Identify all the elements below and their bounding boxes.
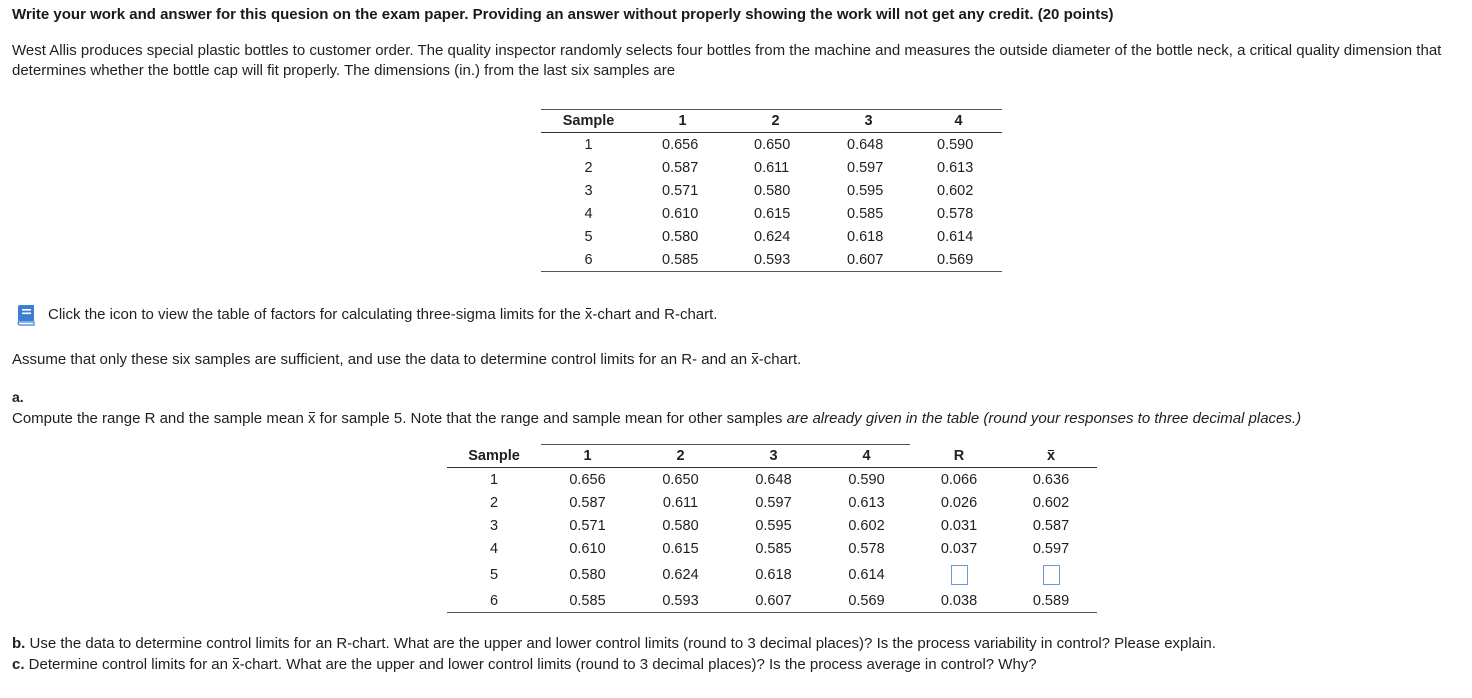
header-col-4: 4 xyxy=(954,113,963,129)
part-a-question xyxy=(12,410,1301,427)
cell: 0.610 xyxy=(569,540,606,557)
table-row xyxy=(447,491,1097,514)
assumption-text xyxy=(12,351,801,368)
cell: 0.636 xyxy=(1032,471,1070,488)
table-header-row xyxy=(447,445,1097,468)
cell: 0.624 xyxy=(754,228,791,245)
table-row xyxy=(541,225,1002,248)
header-col-4: 4 xyxy=(862,448,871,464)
cell: 0.650 xyxy=(662,471,699,488)
part-a-label: a. xyxy=(12,389,24,405)
cell: 2 xyxy=(584,159,593,176)
x-bar-symbol: x xyxy=(1046,448,1056,464)
cell: 0.593 xyxy=(662,592,699,609)
header-col-3: 3 xyxy=(864,113,873,129)
cell: 0.580 xyxy=(569,566,606,583)
cell: 0.585 xyxy=(755,540,792,557)
cell: 0.613 xyxy=(848,494,885,511)
cell: 0.656 xyxy=(569,471,606,488)
header-mean xyxy=(1005,445,1097,468)
cell: 0.580 xyxy=(662,228,699,245)
icon-line-after: -chart and R-chart. xyxy=(592,306,718,323)
cell: 0.587 xyxy=(662,159,699,176)
sample-data-table xyxy=(541,109,1002,272)
cell: 0.602 xyxy=(848,517,885,534)
cell: 4 xyxy=(584,205,593,222)
cell: 0.595 xyxy=(755,517,792,534)
cell: 0.624 xyxy=(662,566,699,583)
cell: 0.038 xyxy=(940,592,978,609)
part-c-before: Determine control limits for an xyxy=(24,656,233,673)
cell: 1 xyxy=(584,136,593,153)
header-col-1: 1 xyxy=(678,113,687,129)
cell: 0.585 xyxy=(569,592,606,609)
cell: 1 xyxy=(489,471,499,488)
table-row xyxy=(447,514,1097,537)
icon-line-before: Click the icon to view the table of factors for calculating three-sigma limits for the xyxy=(48,306,585,323)
header-col-3: 3 xyxy=(769,448,778,464)
cell: 0.614 xyxy=(848,566,885,583)
header-range: R xyxy=(953,448,965,464)
cell: 0.571 xyxy=(662,182,699,199)
cell: 3 xyxy=(489,517,499,534)
cell: 5 xyxy=(584,228,593,245)
cell: 2 xyxy=(489,494,499,511)
part-a-italic: are already given in the table (round your responses to three decimal places.) xyxy=(786,410,1302,427)
cell: 0.595 xyxy=(847,182,884,199)
cell: 0.602 xyxy=(937,182,974,199)
cell: 0.615 xyxy=(662,540,699,557)
table-row xyxy=(541,156,1002,179)
x-bar-symbol: x xyxy=(308,410,316,427)
mean-sample-5-cell xyxy=(1005,560,1097,589)
cell: 0.587 xyxy=(569,494,606,511)
cell: 0.607 xyxy=(755,592,792,609)
header-sample: Sample xyxy=(468,448,520,464)
header-col-2: 2 xyxy=(676,448,685,464)
table-row xyxy=(541,202,1002,225)
cell: 0.585 xyxy=(662,251,699,268)
cell: 0.578 xyxy=(937,205,974,222)
part-c-label: c. xyxy=(12,656,25,673)
header-sample: Sample xyxy=(562,113,615,129)
table-row xyxy=(447,537,1097,560)
cell: 0.031 xyxy=(940,517,978,534)
cell: 4 xyxy=(489,540,499,557)
assume-after: -chart. xyxy=(758,351,802,368)
cell: 0.618 xyxy=(847,228,884,245)
table-header-row xyxy=(541,110,1002,133)
table-row xyxy=(541,248,1002,272)
cell: 6 xyxy=(584,251,593,268)
part-b-text: Use the data to determine control limits for an R-chart. What are the upper and lower control limits (round to 3 decimal places)? Is the process variability in control? Please explain. xyxy=(25,635,1216,652)
table-row xyxy=(447,468,1097,492)
x-bar-symbol: x xyxy=(584,306,593,323)
range-sample-5-input[interactable] xyxy=(951,565,968,585)
cell: 0.597 xyxy=(1032,540,1070,557)
book-icon[interactable] xyxy=(14,304,38,326)
mean-sample-5-input[interactable] xyxy=(1043,565,1060,585)
cell: 0.618 xyxy=(755,566,792,583)
header-col-2: 2 xyxy=(771,113,780,129)
cell: 0.571 xyxy=(569,517,606,534)
cell: 5 xyxy=(489,566,499,583)
part-b-label: b. xyxy=(12,635,26,652)
cell: 0.066 xyxy=(940,471,978,488)
cell: 0.580 xyxy=(754,182,791,199)
part-b-question xyxy=(12,635,1216,652)
x-bar-symbol: x xyxy=(751,351,759,368)
table-row xyxy=(541,179,1002,202)
cell: 0.590 xyxy=(848,471,885,488)
range-sample-5-cell xyxy=(913,560,1005,589)
cell: 0.648 xyxy=(847,136,884,153)
cell: 0.587 xyxy=(1032,517,1070,534)
cell: 0.607 xyxy=(847,251,884,268)
cell: 0.578 xyxy=(848,540,885,557)
part-a-mid: for sample 5. Note that the range and sample mean for other samples xyxy=(315,410,787,427)
cell: 0.615 xyxy=(754,205,791,222)
part-a-before: Compute the range R and the sample mean xyxy=(12,410,309,427)
cell: 0.614 xyxy=(937,228,974,245)
cell: 6 xyxy=(489,592,499,609)
cell: 0.589 xyxy=(1032,592,1070,609)
factors-table-link-text[interactable] xyxy=(48,306,717,323)
range-mean-table xyxy=(447,445,1097,613)
exam-instruction-title: Write your work and answer for this quesion on the exam paper. Providing an answer without properly showing the work will not get any credit. (20 points) xyxy=(12,6,1114,23)
part-c-after: -chart. What are the upper and lower control limits (round to 3 decimal places)? Is the process average in control? Why? xyxy=(239,656,1037,673)
x-bar-symbol: x xyxy=(232,656,240,673)
cell: 0.648 xyxy=(755,471,792,488)
header-col-1: 1 xyxy=(583,448,592,464)
cell: 0.611 xyxy=(662,494,699,511)
cell: 0.569 xyxy=(848,592,885,609)
part-c-question xyxy=(12,656,1037,673)
cell: 0.656 xyxy=(662,136,699,153)
cell: 0.650 xyxy=(754,136,791,153)
table-row xyxy=(447,560,1097,589)
problem-intro: West Allis produces special plastic bottles to customer order. The quality inspector randomly selects four bottles from the machine and measures the outside diameter of the bottle neck, a critical quality dimension that determines whether the bottle cap will fit properly. The dimensions (in.) from the last six samples are xyxy=(12,42,1442,79)
cell: 0.597 xyxy=(847,159,884,176)
cell: 0.026 xyxy=(940,494,978,511)
cell: 0.602 xyxy=(1032,494,1070,511)
assume-before: Assume that only these six samples are sufficient, and use the data to determine control limits for an R- and an xyxy=(12,351,752,368)
cell: 0.613 xyxy=(937,159,974,176)
cell: 0.597 xyxy=(755,494,792,511)
cell: 0.590 xyxy=(937,136,974,153)
cell: 0.585 xyxy=(847,205,884,222)
cell: 0.569 xyxy=(937,251,974,268)
cell: 0.037 xyxy=(940,540,978,557)
cell: 0.611 xyxy=(754,159,790,176)
cell: 3 xyxy=(584,182,593,199)
table-row xyxy=(447,589,1097,613)
cell: 0.610 xyxy=(662,205,699,222)
table-row xyxy=(541,133,1002,157)
cell: 0.580 xyxy=(662,517,699,534)
cell: 0.593 xyxy=(754,251,791,268)
